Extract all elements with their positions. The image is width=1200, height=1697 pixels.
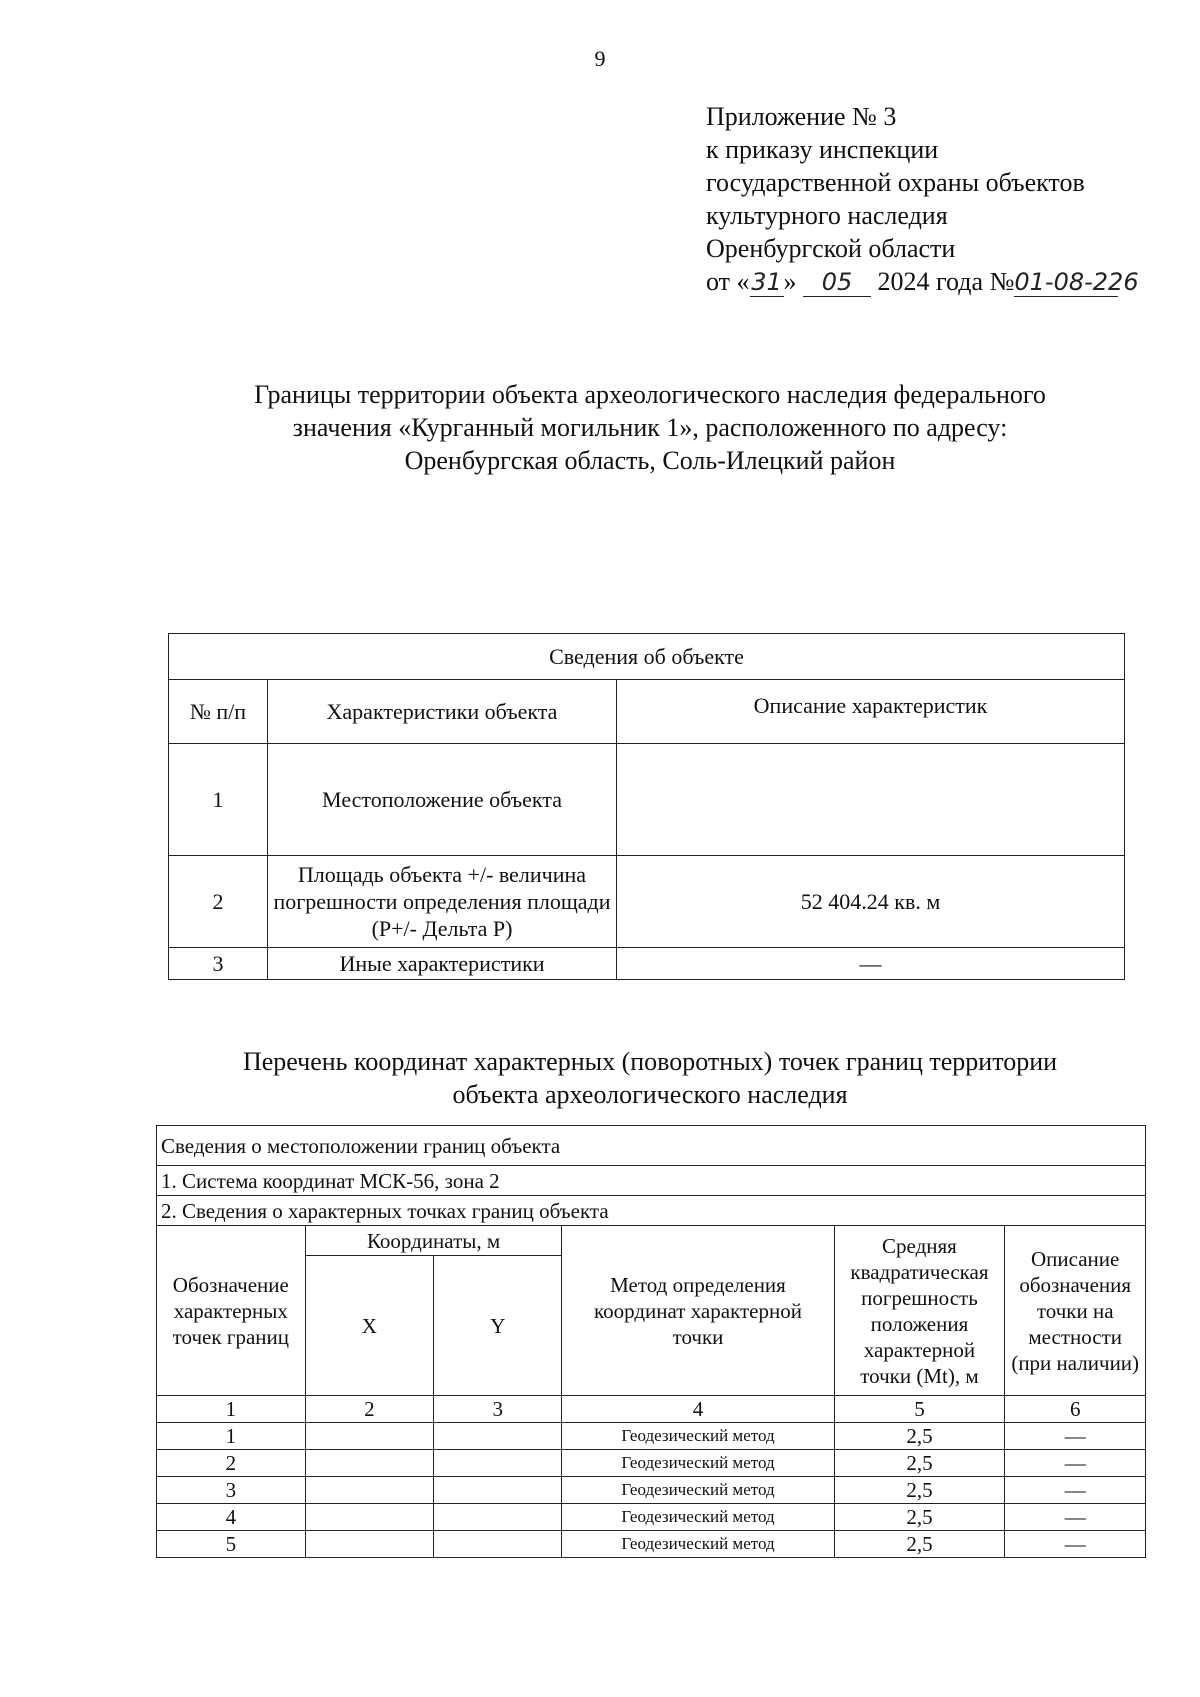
col-coords-header: Координаты, м	[305, 1226, 562, 1256]
point-x	[305, 1504, 433, 1531]
row-num: 2	[169, 856, 268, 948]
appendix-block	[706, 100, 1139, 298]
title-line: объекта археологического наследия	[452, 1080, 848, 1109]
date-prefix: от «	[706, 267, 750, 296]
col-desc-header: Описание обозначения точки на местности (при наличии)	[1005, 1226, 1146, 1396]
row-value	[617, 744, 1125, 856]
col-number: 6	[1005, 1396, 1146, 1423]
appendix-line: Оренбургской области	[706, 234, 956, 263]
point-y	[434, 1423, 562, 1450]
coordinate-system: 1. Система координат МСК-56, зона 2	[157, 1166, 1146, 1196]
col-number: 4	[562, 1396, 834, 1423]
header-characteristics: Характеристики объекта	[268, 680, 617, 744]
appendix-line: к приказу инспекции	[706, 135, 939, 164]
point-x	[305, 1477, 433, 1504]
point-id: 1	[157, 1423, 306, 1450]
point-error: 2,5	[834, 1531, 1005, 1558]
point-id: 5	[157, 1531, 306, 1558]
point-description: —	[1005, 1450, 1146, 1477]
point-method: Геодезический метод	[562, 1531, 834, 1558]
point-x	[305, 1423, 433, 1450]
point-description: —	[1005, 1504, 1146, 1531]
appendix-line: культурного наследия	[706, 201, 948, 230]
col-error-header: Средняя квадратическая погрешность положения характерной точки (Mt), м	[834, 1226, 1005, 1396]
object-info-table	[168, 633, 1125, 980]
point-x	[305, 1450, 433, 1477]
point-y	[434, 1531, 562, 1558]
point-error: 2,5	[834, 1423, 1005, 1450]
header-num: № п/п	[169, 680, 268, 744]
handwritten-month: 05	[803, 268, 871, 297]
point-x	[305, 1531, 433, 1558]
appendix-line: государственной охраны объектов	[706, 168, 1085, 197]
object-table-caption: Сведения об объекте	[169, 634, 1125, 680]
header-description: Описание характеристик	[617, 680, 1125, 744]
point-error: 2,5	[834, 1450, 1005, 1477]
point-method: Геодезический метод	[562, 1477, 834, 1504]
point-error: 2,5	[834, 1477, 1005, 1504]
row-num: 1	[169, 744, 268, 856]
row-value: —	[617, 948, 1125, 980]
point-y	[434, 1450, 562, 1477]
point-method: Геодезический метод	[562, 1504, 834, 1531]
point-error: 2,5	[834, 1504, 1005, 1531]
point-id: 4	[157, 1504, 306, 1531]
col-x-header: X	[305, 1256, 433, 1396]
point-method: Геодезический метод	[562, 1423, 834, 1450]
col-point-header: Обозначение характерных точек границ	[157, 1226, 306, 1396]
title-line: Перечень координат характерных (поворотных) точек границ территории	[242, 1047, 1058, 1076]
handwritten-order-number: 01-08-226	[1014, 268, 1139, 296]
col-number: 3	[434, 1396, 562, 1423]
appendix-line: Приложение № 3	[706, 102, 897, 131]
point-y	[434, 1504, 562, 1531]
point-description: —	[1005, 1423, 1146, 1450]
point-description: —	[1005, 1477, 1146, 1504]
document-title	[120, 378, 1180, 477]
handwritten-day: 31	[751, 268, 782, 296]
point-description: —	[1005, 1531, 1146, 1558]
order-date-line	[706, 265, 1139, 298]
row-name: Площадь объекта +/- величина погрешности определения площади (Р+/- Дельта Р)	[268, 856, 617, 948]
col-y-header: Y	[434, 1256, 562, 1396]
coordinates-table	[156, 1125, 1146, 1558]
col-number: 5	[834, 1396, 1005, 1423]
row-value: 52 404.24 кв. м	[617, 856, 1125, 948]
coordinates-title	[120, 1045, 1180, 1111]
point-y	[434, 1477, 562, 1504]
row-name: Иные характеристики	[268, 948, 617, 980]
page-number: 9	[594, 46, 606, 71]
date-mid: »	[783, 267, 797, 296]
row-name: Местоположение объекта	[268, 744, 617, 856]
section-header: Сведения о местоположении границ объекта	[157, 1126, 1146, 1166]
col-number: 2	[305, 1396, 433, 1423]
point-method: Геодезический метод	[562, 1450, 834, 1477]
title-line: Границы территории объекта археологического наследия федерального	[254, 380, 1046, 409]
col-method-header: Метод определения координат характерной точки	[562, 1226, 834, 1396]
point-id: 2	[157, 1450, 306, 1477]
title-line: значения «Курганный могильник 1», расположенного по адресу:	[292, 413, 1008, 442]
date-year: 2024 года №	[877, 267, 1015, 296]
point-id: 3	[157, 1477, 306, 1504]
section-header: 2. Сведения о характерных точках границ объекта	[157, 1196, 1146, 1226]
col-number: 1	[157, 1396, 306, 1423]
row-num: 3	[169, 948, 268, 980]
title-line: Оренбургская область, Соль-Илецкий район	[404, 446, 896, 475]
